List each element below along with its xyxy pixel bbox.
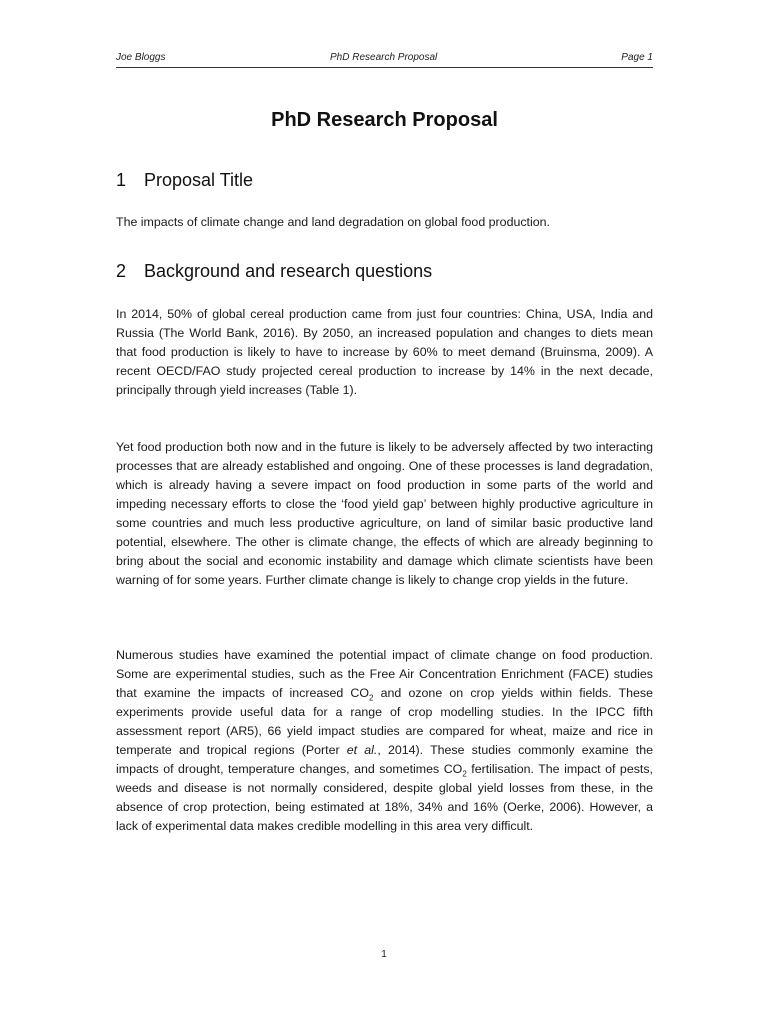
text-run: fertilisation. The impact of pests, weeds and disease is not normally considered, despite global yield losses from these, in the absence of crop protection, being estimated at 18%, 34% and 16% (Oerke, 2006). However, a lack of experimental data makes credible modelling in this area very difficult. [116,762,653,833]
footer-page-number: 1 [381,949,387,960]
paragraph-cereal-production: In 2014, 50% of global cereal production came from just four countries: China, USA, India and Russia (The World Bank, 2016). By 2050, an increased population and changes to diets mean that food production is likely to have to increase by 60% to meet demand (Bruinsma, 2009). A recent OECD/FAO study projected cereal production to increase by 14% in the next decade, principally through yield increases (Table 1). [116,307,653,397]
page-header [116,51,653,68]
section-heading-proposal-title [116,170,653,191]
text-run: and ozone on crop yields within fields. These experiments provide useful data for a range of crop modelling studies. In the IPCC fifth assessment report (AR5), 66 yield impact studies are compared for wheat, maize and rice in temperate and tropical regions (Porter [116,686,653,757]
section-title: Background and research questions [144,261,433,281]
text-run: Numerous studies have examined the potential impact of climate change on food production. Some are experimental studies, such as the Free Air Concentration Enrichment (FACE) studies that examine the impacts of increased CO [116,648,653,700]
section-title: Proposal Title [144,170,254,190]
section-heading-background [116,261,653,282]
document-title: PhD Research Proposal [271,109,498,131]
subscript: 2 [462,769,467,779]
header-page-label: Page 1 [621,52,653,63]
section-number: 1 [116,170,127,190]
header-doc-name: PhD Research Proposal [330,52,438,63]
subscript: 2 [369,693,374,703]
citation-et-al: et al. [346,743,378,757]
paragraph-climate-studies [116,646,653,836]
header-author: Joe Bloggs [116,52,166,63]
proposal-title-text: The impacts of climate change and land degradation on global food production. [116,215,550,229]
text-run: , 2014). These studies commonly examine the impacts of drought, temperature changes, and sometimes CO [116,743,653,776]
paragraph-land-degradation: Yet food production both now and in the future is likely to be adversely affected by two interacting processes that are already established and ongoing. One of these processes is land degradation, which is already having a severe impact on food production in some parts of the world and impeding necessary efforts to close the ‘food yield gap’ between highly productive agriculture in some countries and much less productive agriculture, on land of similar basic productive land potential, elsewhere. The other is climate change, the effects of which are already beginning to bring about the social and economic instability and damage which climate scientists have been warning of for some years. Further climate change is likely to change crop yields in the future. [116,440,653,587]
section-number: 2 [116,261,127,281]
